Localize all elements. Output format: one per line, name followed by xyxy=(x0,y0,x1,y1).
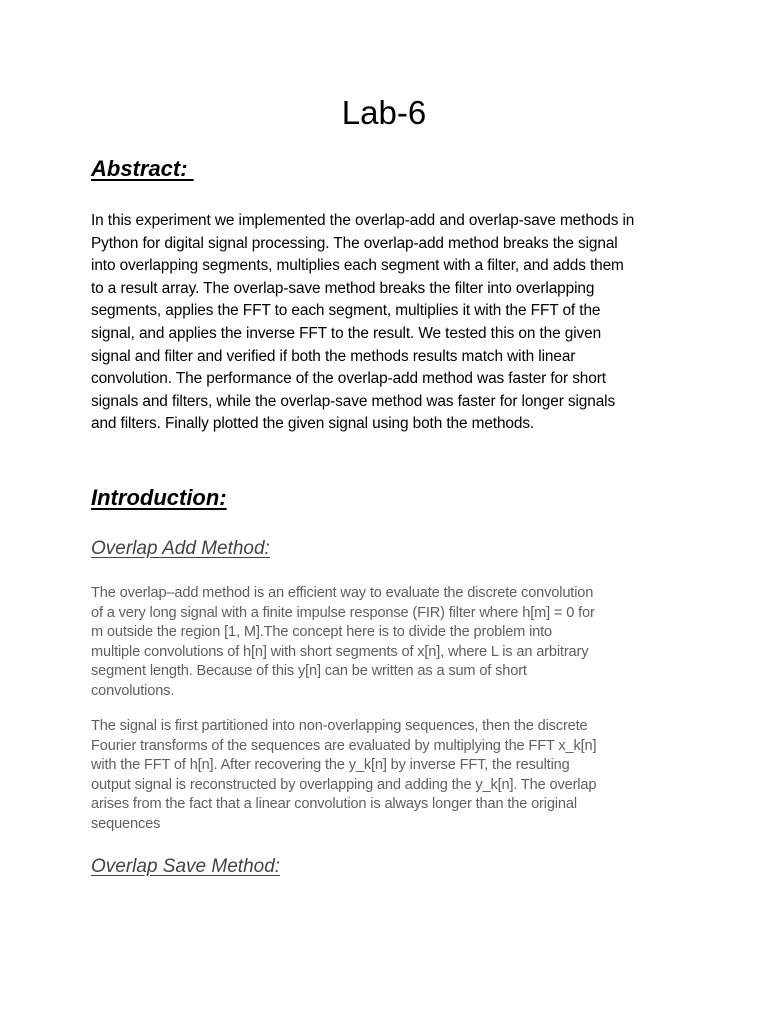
abstract-paragraph xyxy=(91,210,691,436)
abstract-line: convolution. The performance of the overlap-add method was faster for short xyxy=(91,370,606,388)
paragraph-line: Fourier transforms of the sequences are evaluated by multiplying the FFT x_k[n] xyxy=(91,737,597,754)
abstract-line: to a result array. The overlap-save method breaks the filter into overlapping xyxy=(91,279,595,297)
abstract-line: In this experiment we implemented the overlap-add and overlap-save methods in xyxy=(91,212,635,229)
paragraph-line: sequences xyxy=(91,815,161,832)
paragraph-line: The signal is first partitioned into non-overlapping sequences, then the discrete xyxy=(91,718,588,734)
page-title: Lab-6 xyxy=(341,94,427,131)
introduction-heading: Introduction: xyxy=(91,485,227,510)
paragraph-line: m outside the region [1, M].The concept here is to divide the problem into xyxy=(91,624,553,641)
paragraph-line: segment length. Because of this y[n] can be written as a sum of short xyxy=(91,663,527,680)
paragraph-line: The overlap–add method is an efficient way to evaluate the discrete convolution xyxy=(91,585,594,601)
abstract-heading: Abstract: xyxy=(91,156,194,181)
abstract-line: signals and filters, while the overlap-save method was faster for longer signals xyxy=(91,392,616,410)
overlap-add-heading: Overlap Add Method: xyxy=(91,538,270,559)
overlap-add-paragraph-2 xyxy=(91,717,691,835)
paragraph-line: multiple convolutions of h[n] with short segments of x[n], where L is an arbitrary xyxy=(91,643,589,660)
paragraph-line: convolutions. xyxy=(91,682,175,699)
paragraph-line: of a very long signal with a finite impulse response (FIR) filter where h[m] = 0 for xyxy=(91,604,595,621)
abstract-line: Python for digital signal processing. The overlap-add method breaks the signal xyxy=(91,234,618,252)
paragraph-line: output signal is reconstructed by overlapping and adding the y_k[n]. The overlap xyxy=(91,776,597,793)
overlap-save-heading: Overlap Save Method: xyxy=(91,856,281,877)
abstract-line: and filters. Finally plotted the given signal using both the methods. xyxy=(91,415,535,433)
abstract-line: signal and filter and verified if both the methods results match with linear xyxy=(91,347,576,365)
paragraph-line: arises from the fact that a linear convolution is always longer than the original xyxy=(91,796,577,813)
abstract-line: segments, applies the FFT to each segment, multiplies it with the FFT of the xyxy=(91,302,601,320)
abstract-line: into overlapping segments, multiplies each segment with a filter, and adds them xyxy=(91,257,624,275)
abstract-line: signal, and applies the inverse FFT to the result. We tested this on the given xyxy=(91,324,602,342)
overlap-add-paragraph-1 xyxy=(91,584,691,702)
paragraph-line: with the FFT of h[n]. After recovering the y_k[n] by inverse FFT, the resulting xyxy=(91,757,570,774)
